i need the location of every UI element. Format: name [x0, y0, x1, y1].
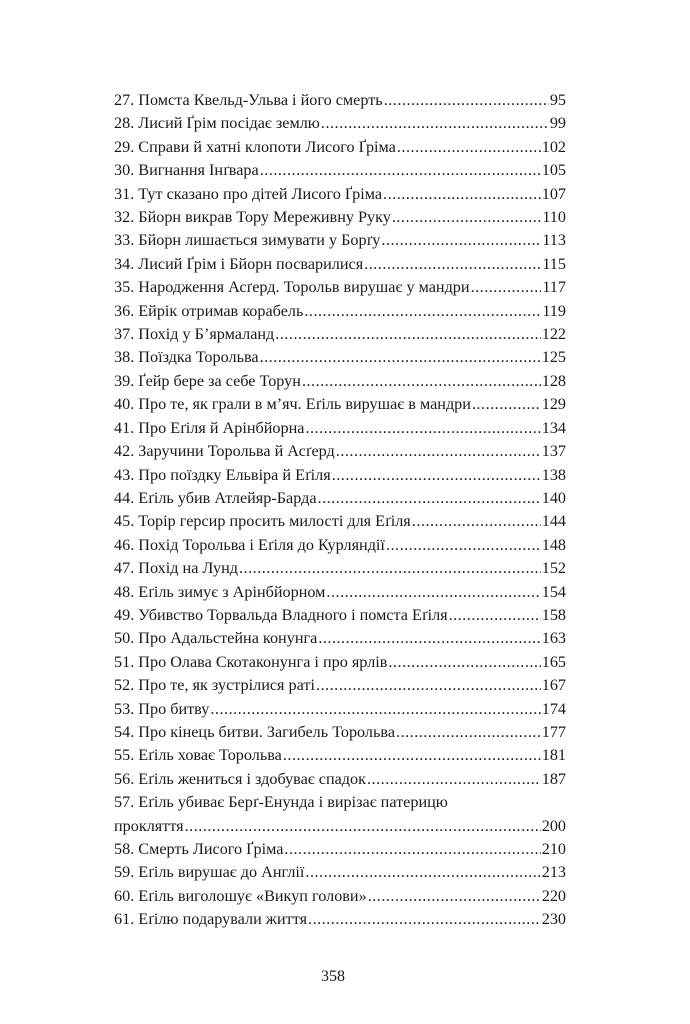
dot-leader: [388, 651, 540, 674]
toc-entry-title: 37. Похід у Б’ярмаланд: [114, 325, 275, 344]
toc-entry-title: 36. Ейрік отримав корабель: [114, 301, 304, 320]
toc-entry: [114, 487, 566, 510]
toc-row: [114, 651, 566, 674]
toc-row: [114, 698, 566, 721]
toc-entry: [114, 885, 566, 908]
toc-entry: [114, 557, 566, 580]
toc-entry: [114, 183, 566, 206]
toc-entry-page: 177: [541, 722, 566, 741]
toc-row: [114, 206, 566, 229]
toc-entry-page: 99: [549, 114, 566, 133]
toc-row: [114, 276, 566, 299]
dot-leader: [239, 557, 541, 580]
toc-entry-title: 56. Еґіль жениться і здобуває спадок: [114, 769, 366, 788]
toc-entry-page: 213: [541, 863, 566, 882]
toc-entry: [114, 510, 566, 533]
toc-row: [114, 838, 566, 861]
toc-entry-page: 140: [541, 488, 566, 507]
toc-entry-page: 187: [541, 769, 566, 788]
toc-row: [114, 370, 566, 393]
toc-entry-page: 134: [541, 418, 566, 437]
toc-entry-title: 60. Еґіль виголошує «Викуп голови»: [114, 886, 367, 905]
toc-row: [114, 815, 566, 838]
toc-entry-title: 48. Еґіль зимує з Арінбйорном: [114, 582, 326, 601]
toc-entry-title: 46. Похід Торольва і Еґіля до Курляндії: [114, 535, 385, 554]
dot-leader: [381, 229, 541, 252]
dot-leader: [386, 534, 541, 557]
toc-entry-page: 105: [541, 161, 566, 180]
toc-entry-title: 27. Помста Квельд-Ульва і його смерть: [114, 91, 383, 109]
toc-entry-title: 53. Про битву: [114, 699, 210, 718]
toc-entry-page: 174: [541, 699, 566, 718]
toc-entry-page: 220: [541, 886, 566, 905]
toc-entry-page: 154: [541, 582, 566, 601]
toc-entry-title: 59. Еґіль вирушає до Англії: [114, 863, 305, 882]
toc-entry-page: 128: [541, 371, 566, 390]
toc-entry: [114, 838, 566, 861]
toc-entry-title: 34. Лисий Ґрім і Бйорн посварилися: [114, 254, 364, 273]
toc-entry-title: 41. Про Еґіля й Арінбйорна: [114, 418, 305, 437]
toc-entry: [114, 908, 566, 931]
toc-entry-page: 102: [541, 137, 566, 156]
toc-entry: [114, 791, 566, 838]
toc-entry-page: 230: [541, 910, 566, 929]
toc-row: [114, 557, 566, 580]
toc-row: [114, 627, 566, 650]
toc-entry-page: 119: [542, 301, 566, 320]
dot-leader: [364, 253, 541, 276]
dot-leader: [302, 370, 541, 393]
dot-leader: [449, 604, 541, 627]
dot-leader: [305, 417, 540, 440]
toc-row: [114, 440, 566, 463]
toc-entry: [114, 206, 566, 229]
toc-entry-page: 181: [541, 746, 566, 765]
toc-entry: [114, 627, 566, 650]
toc-entry-title: 28. Лисий Ґрім посідає землю: [114, 114, 320, 133]
toc-entry-title: 40. Про те, як грали в м’яч. Еґіль вирушає в мандри: [114, 395, 471, 414]
dot-leader: [472, 393, 541, 416]
toc-entry: [114, 393, 566, 416]
toc-row: [114, 674, 566, 697]
dot-leader: [332, 464, 541, 487]
dot-leader: [412, 510, 541, 533]
dot-leader: [318, 487, 541, 510]
toc-row: [114, 159, 566, 182]
toc-entry-page: 95: [549, 91, 566, 109]
dot-leader: [368, 885, 541, 908]
toc-entry-title: 45. Торір герсир просить милості для Еґіля: [114, 512, 411, 531]
toc-row: [114, 885, 566, 908]
toc-entry-title: 52. Про те, як зустрілися раті: [114, 676, 315, 695]
dot-leader: [318, 627, 540, 650]
toc-entry-title: 51. Про Олава Скотаконунга і про ярлів: [114, 652, 388, 671]
toc-row: [114, 487, 566, 510]
toc-entry-page: 115: [542, 254, 566, 273]
dot-leader: [260, 159, 541, 182]
toc-entry: [114, 744, 566, 767]
toc-row: [114, 300, 566, 323]
toc-entry-title: 33. Бйорн лишається зимувати у Борґу: [114, 231, 381, 250]
toc-entry-page: 165: [541, 652, 566, 671]
toc-entry-title: 32. Бйорн викрав Тору Мереживну Руку: [114, 208, 391, 227]
dot-leader: [392, 206, 541, 229]
dot-leader: [304, 300, 541, 323]
toc-row: [114, 581, 566, 604]
toc-entry-page: 110: [542, 208, 566, 227]
toc-entry-page: 113: [542, 231, 566, 250]
toc-row: [114, 744, 566, 767]
toc-entry-page: 117: [542, 278, 566, 297]
toc-row: [114, 604, 566, 627]
toc-row: [114, 346, 566, 369]
toc-entry: [114, 440, 566, 463]
dot-leader: [305, 861, 540, 884]
toc-entry: [114, 464, 566, 487]
toc-entry: [114, 112, 566, 135]
toc-entry-page: 107: [541, 184, 566, 203]
dot-leader: [397, 136, 541, 159]
toc-entry-title: 61. Еґілю подарували життя: [114, 910, 308, 929]
dot-leader: [396, 721, 541, 744]
toc-entry-title: 38. Поїздка Торольва: [114, 348, 259, 367]
toc-entry: [114, 534, 566, 557]
toc-entry-title: 42. Заручини Торольва й Асґерд: [114, 442, 335, 461]
dot-leader: [185, 815, 541, 838]
toc-row: [114, 136, 566, 159]
toc-entry-title: 39. Ґейр бере за себе Торун: [114, 371, 301, 390]
toc-entry-title: 55. Еґіль ховає Торольва: [114, 746, 282, 765]
page-number: 358: [321, 968, 345, 985]
toc-entry-page: 122: [541, 325, 566, 344]
toc-entry: [114, 89, 566, 112]
dot-leader: [336, 440, 541, 463]
dot-leader: [210, 698, 540, 721]
toc-entry-title: 43. Про поїздку Ельвіра й Еґіля: [114, 465, 331, 484]
toc-entry: [114, 861, 566, 884]
toc-row: [114, 183, 566, 206]
toc-entry: [114, 651, 566, 674]
toc-entry: [114, 721, 566, 744]
toc-entry-title: 35. Народження Асґерд. Торольв вирушає у мандри: [114, 278, 470, 297]
toc-entry: [114, 323, 566, 346]
toc-row: [114, 861, 566, 884]
toc-row: [114, 253, 566, 276]
toc-entry-title: 47. Похід на Лунд: [114, 559, 238, 578]
toc-row: [114, 721, 566, 744]
dot-leader: [275, 323, 540, 346]
toc-entry-page: 125: [541, 348, 566, 367]
dot-leader: [383, 183, 541, 206]
toc-entry: [114, 370, 566, 393]
toc-entry-title: 57. Еґіль убиває Берґ-Енунда і вирізає патерицю: [114, 793, 448, 812]
dot-leader: [326, 581, 540, 604]
toc-row: [114, 229, 566, 252]
toc-row: [114, 908, 566, 931]
toc-entry-title: 50. Про Адальстейна конунга: [114, 629, 318, 648]
dot-leader: [321, 112, 549, 135]
toc-entry-title: 44. Еґіль убив Атлейяр-Барда: [114, 488, 317, 507]
dot-leader: [284, 838, 540, 861]
toc-entry: [114, 300, 566, 323]
toc-row: [114, 534, 566, 557]
toc-row: [114, 464, 566, 487]
toc-entry: [114, 346, 566, 369]
toc-row: [114, 417, 566, 440]
toc-entry-page: 200: [541, 816, 566, 835]
toc-entry: [114, 136, 566, 159]
dot-leader: [316, 674, 541, 697]
dot-leader: [308, 908, 541, 931]
toc-row: [114, 323, 566, 346]
toc-entry-title: 30. Вигнання Інґвара: [114, 161, 259, 180]
toc-entry: [114, 417, 566, 440]
toc-entry-page: 144: [541, 512, 566, 531]
dot-leader: [471, 276, 542, 299]
toc-row: [114, 89, 566, 112]
toc-entry-page: 137: [541, 442, 566, 461]
dot-leader: [260, 346, 541, 369]
toc-entry-title: 31. Тут сказано про дітей Лисого Ґріма: [114, 184, 383, 203]
dot-leader: [283, 744, 541, 767]
toc-entry: [114, 698, 566, 721]
toc-row: [114, 393, 566, 416]
toc-entry-title: 49. Убивство Торвальда Владного і помста Еґіля: [114, 605, 448, 624]
toc-entry-title: 58. Смерть Лисого Ґріма: [114, 840, 284, 858]
toc-entry: [114, 253, 566, 276]
table-of-contents: [114, 89, 566, 932]
dot-leader: [367, 768, 541, 791]
toc-entry-page: 167: [541, 676, 566, 695]
toc-row: [114, 510, 566, 533]
toc-entry-title-continued: прокляття: [114, 816, 184, 835]
toc-entry: [114, 276, 566, 299]
toc-entry-page: 210: [541, 840, 566, 858]
toc-entry-title: 29. Справи й хатні клопоти Лисого Ґріма: [114, 137, 396, 156]
toc-entry: [114, 159, 566, 182]
toc-entry: [114, 581, 566, 604]
toc-entry-page: 148: [541, 535, 566, 554]
toc-entry-page: 129: [541, 395, 566, 414]
toc-row: [114, 768, 566, 791]
toc-row: [114, 112, 566, 135]
toc-entry: [114, 674, 566, 697]
dot-leader: [384, 89, 549, 112]
toc-entry-page: 163: [541, 629, 566, 648]
toc-entry: [114, 604, 566, 627]
toc-entry: [114, 768, 566, 791]
toc-entry-page: 138: [541, 465, 566, 484]
toc-entry: [114, 229, 566, 252]
toc-entry-page: 152: [541, 559, 566, 578]
toc-entry-page: 158: [541, 605, 566, 624]
toc-entry-title: 54. Про кінець битви. Загибель Торольва: [114, 722, 396, 741]
